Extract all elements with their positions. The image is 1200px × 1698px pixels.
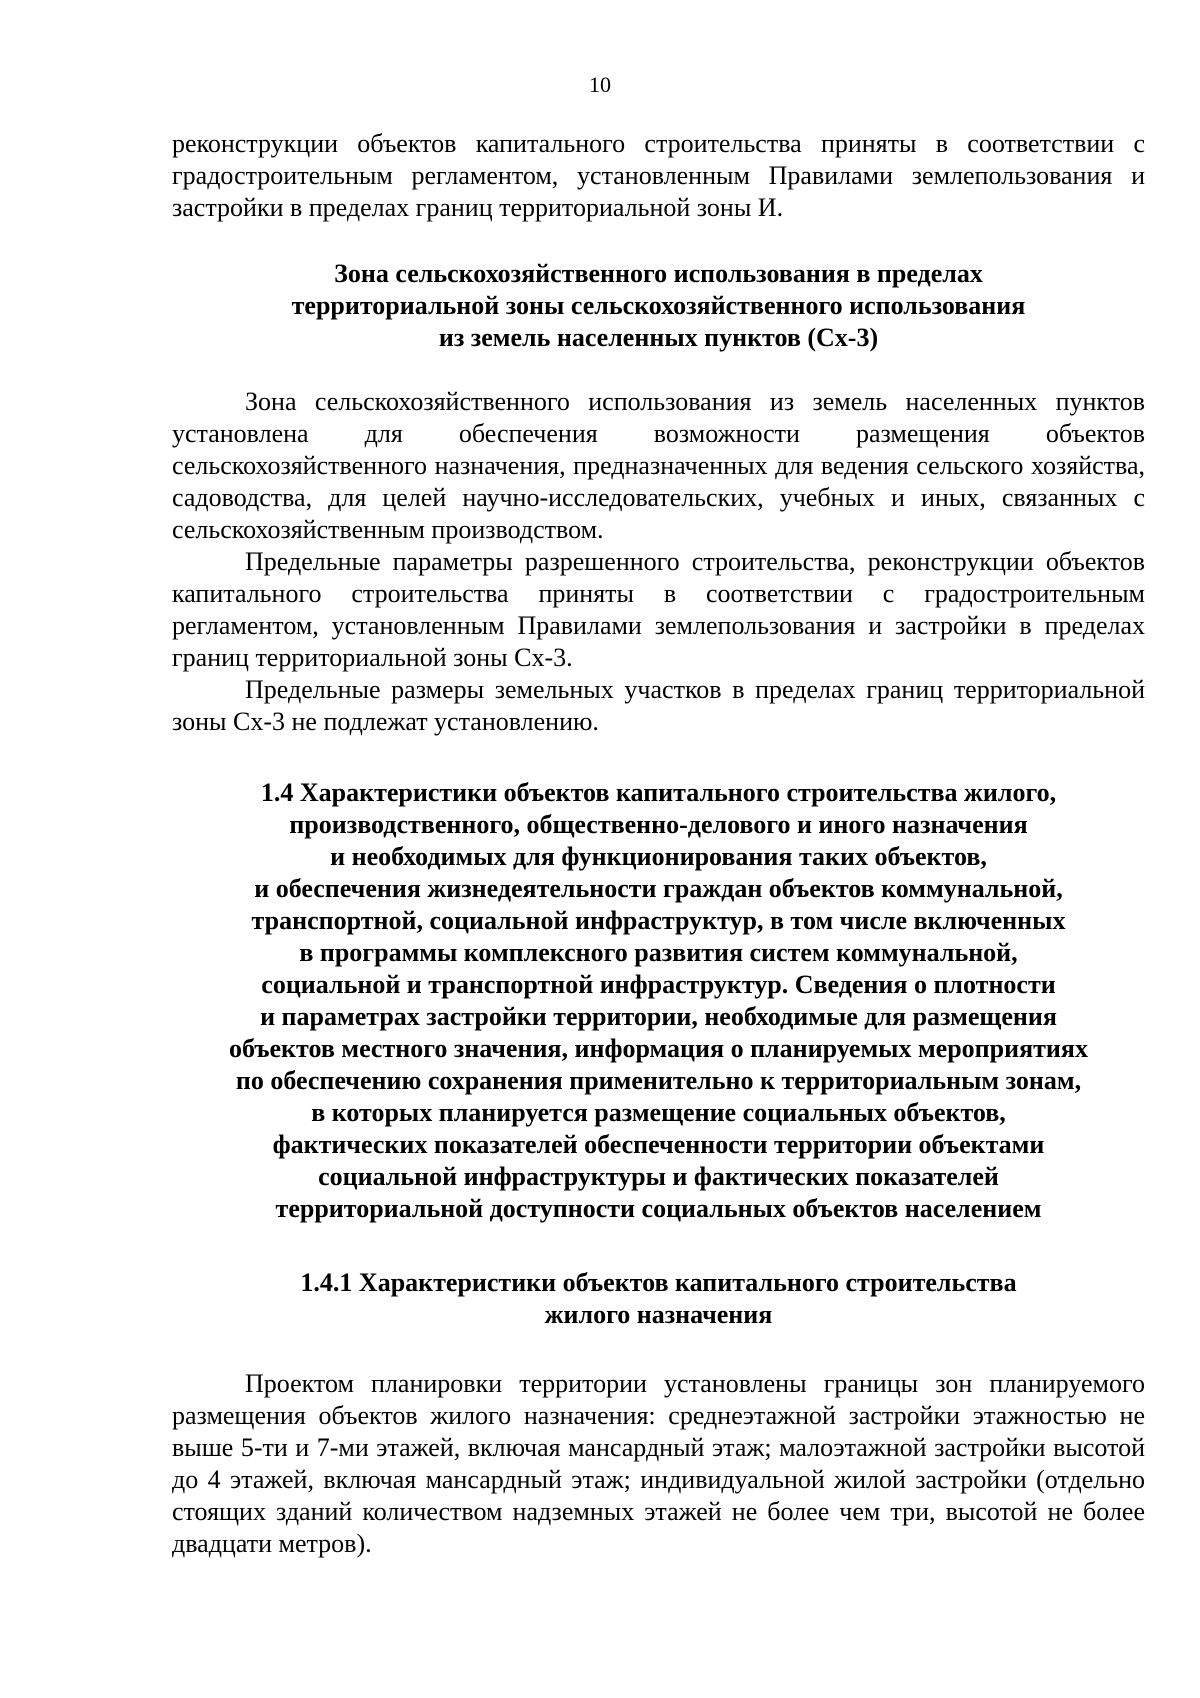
section-1-4-heading-line: социальной инфраструктуры и фактических показателей <box>318 1162 999 1191</box>
section-1-4-heading-line: по обеспечению сохранения применительно к территориальным зонам, <box>235 1066 1082 1095</box>
section-1-4-heading <box>172 777 1145 1225</box>
zone-heading-line: из земель населенных пунктов (Сх-3) <box>438 323 879 352</box>
section-1-4-1-block <box>172 1368 1145 1560</box>
intro-block <box>172 128 1145 224</box>
zone-heading-line: территориальной зоны сельскохозяйственного использования <box>291 291 1026 320</box>
intro-paragraph: реконструкции объектов капитального строительства приняты в соответствии с градостроительным регламентом, установленным Правилами землепользования и застройки в пределах границ территориальной зоны И. <box>172 129 1145 222</box>
section-1-4-heading-line: и необходимых для функционирования таких объектов, <box>330 842 987 871</box>
zone-paragraph: Предельные размеры земельных участков в пределах границ территориальной зоны Сх-3 не подлежат установлению. <box>172 675 1145 736</box>
zone-paragraph: Предельные параметры разрешенного строительства, реконструкции объектов капитального строительства приняты в соответствии с градостроительным регламентом, установленным Правилами землепользования и застройки в пределах границ территориальной зоны Сх-3. <box>172 547 1145 672</box>
section-1-4-1-heading <box>172 1267 1145 1331</box>
section-1-4-heading-line: 1.4 Характеристики объектов капитального строительства жилого, <box>260 778 1057 807</box>
page-number: 10 <box>589 72 611 97</box>
section-1-4-heading-line: производственного, общественно-делового и иного назначения <box>289 810 1028 839</box>
section-1-4-heading-line: объектов местного значения, информация о планируемых мероприятиях <box>229 1034 1088 1063</box>
section-1-4-heading-line: и обеспечения жизнедеятельности граждан объектов коммунальной, <box>254 874 1063 903</box>
zone-heading-line: Зона сельскохозяйственного использования в пределах <box>334 259 983 288</box>
section-1-4-heading-line: в программы комплексного развития систем коммунальной, <box>299 938 1018 967</box>
section-1-4-1-heading-line: жилого назначения <box>544 1300 773 1329</box>
section-1-4-heading-line: территориальной доступности социальных объектов населением <box>275 1194 1042 1223</box>
zone-heading <box>172 258 1145 354</box>
section-1-4-1-paragraph: Проектом планировки территории установлены границы зон планируемого размещения объектов жилого назначения: среднеэтажной застройки этажностью не выше 5-ти и 7-ми этажей, включая мансардный этаж; малоэтажной застройки высотой до 4 этажей, включая мансардный этаж; индивидуальной жилой застройки (отдельно стоящих зданий количеством надземных этажей не более чем три, высотой не более двадцати метров). <box>172 1369 1145 1558</box>
section-1-4-heading-line: фактических показателей обеспеченности территории объектами <box>272 1130 1045 1159</box>
section-1-4-1-heading-line: 1.4.1 Характеристики объектов капитального строительства <box>300 1268 1017 1297</box>
section-1-4-heading-line: социальной и транспортной инфраструктур. Сведения о плотности <box>261 970 1056 999</box>
section-1-4-heading-line: транспортной, социальной инфраструктур, в том числе включенных <box>251 906 1066 935</box>
zone-block <box>172 386 1145 738</box>
section-1-4-heading-line: и параметрах застройки территории, необходимые для размещения <box>260 1002 1057 1031</box>
section-1-4-heading-line: в которых планируется размещение социальных объектов, <box>311 1098 1006 1127</box>
zone-paragraph: Зона сельскохозяйственного использования из земель населенных пунктов установлена для обеспечения возможности размещения объектов сельскохозяйственного назначения, предназначенных для ведения сельского хозяйства, садоводства, для целей научно-исследовательских, учебных и иных, связанных с сельскохозяйственным производством. <box>172 387 1145 544</box>
